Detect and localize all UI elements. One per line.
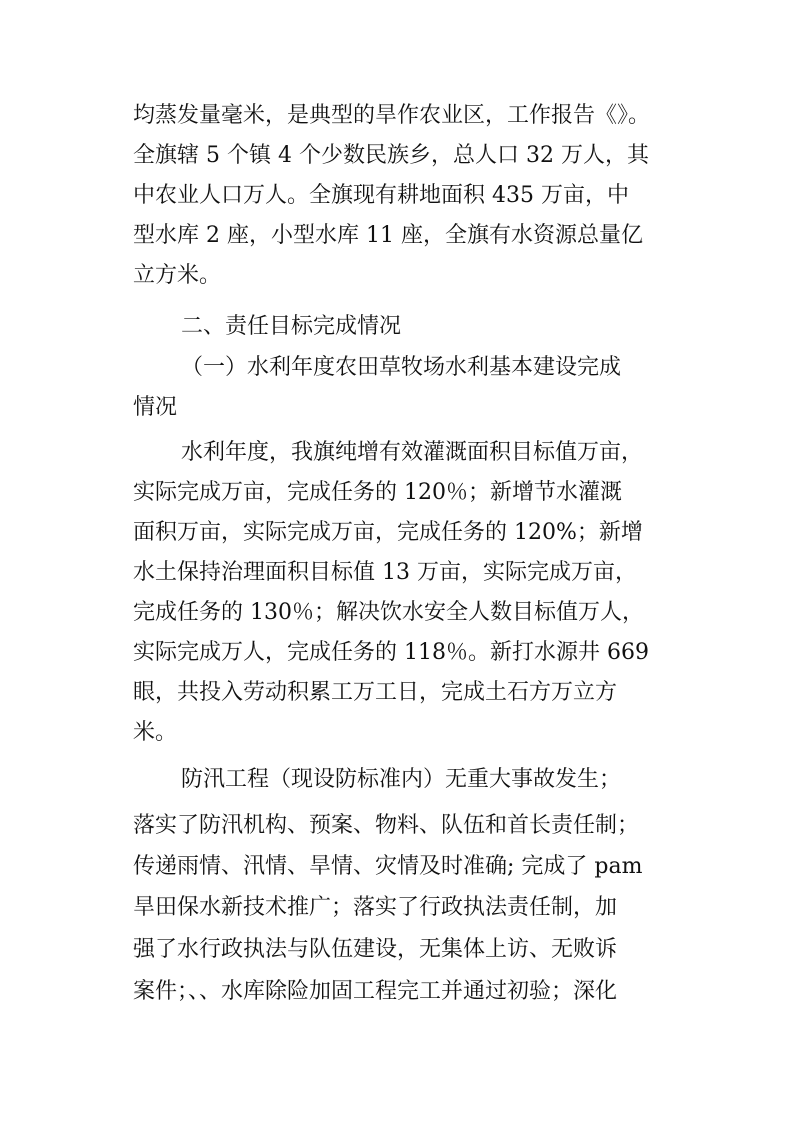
intro-line-1: 均蒸发量毫米，是典型的旱作农业区，工作报告《》。 — [133, 103, 651, 128]
subsection-heading-line-2: 情况 — [133, 395, 178, 420]
body2-line-5: 强了水行政执法与队伍建设，无集体上访、无败诉 — [133, 937, 618, 962]
intro-line-4: 型水库 2 座，小型水库 11 座，全旗有水资源总量亿 — [133, 223, 643, 248]
body1-line-8: 米。 — [133, 720, 178, 745]
body2-line-2: 落实了防汛机构、预案、物料、队伍和首长责任制； — [133, 813, 640, 838]
body2-line-6: 案件；、、水库除险加固工程完工并通过初验；深化 — [133, 979, 618, 1004]
body1-line-5: 完成任务的 130％；解决饮水安全人数目标值万人， — [133, 600, 644, 625]
section-heading: 二、责任目标完成情况 — [181, 314, 402, 339]
intro-line-3: 中农业人口万人。全旗现有耕地面积 435 万亩，中 — [133, 183, 629, 208]
body2-line-1: 防汛工程（现设防标准内）无重大事故发生； — [181, 767, 622, 792]
body1-line-1: 水利年度，我旗纯增有效灌溉面积目标值万亩， — [181, 440, 644, 465]
subsection-heading-line-1: （一）水利年度农田草牧场水利基本建设完成 — [181, 355, 622, 380]
intro-line-2: 全旗辖 5 个镇 4 个少数民族乡，总人口 32 万人，其 — [133, 143, 649, 168]
body2-line-3: 传递雨情、汛情、旱情、灾情及时准确; 完成了 pam — [133, 854, 643, 879]
body2-line-4: 旱田保水新技术推广；落实了行政执法责任制，加 — [133, 895, 618, 920]
body1-line-4: 水土保持治理面积目标值 13 万亩，实际完成万亩， — [133, 560, 637, 585]
body1-line-6: 实际完成万人，完成任务的 118％。新打水源井 669 — [133, 640, 649, 665]
body1-line-7: 眼，共投入劳动积累工万工日，完成土石方万立方 — [133, 680, 618, 705]
intro-line-5: 立方米。 — [133, 263, 222, 288]
body1-line-3: 面积万亩，实际完成万亩，完成任务的 120%；新增 — [133, 520, 643, 545]
body1-line-2: 实际完成万亩，完成任务的 120％；新增节水灌溉 — [133, 480, 622, 505]
